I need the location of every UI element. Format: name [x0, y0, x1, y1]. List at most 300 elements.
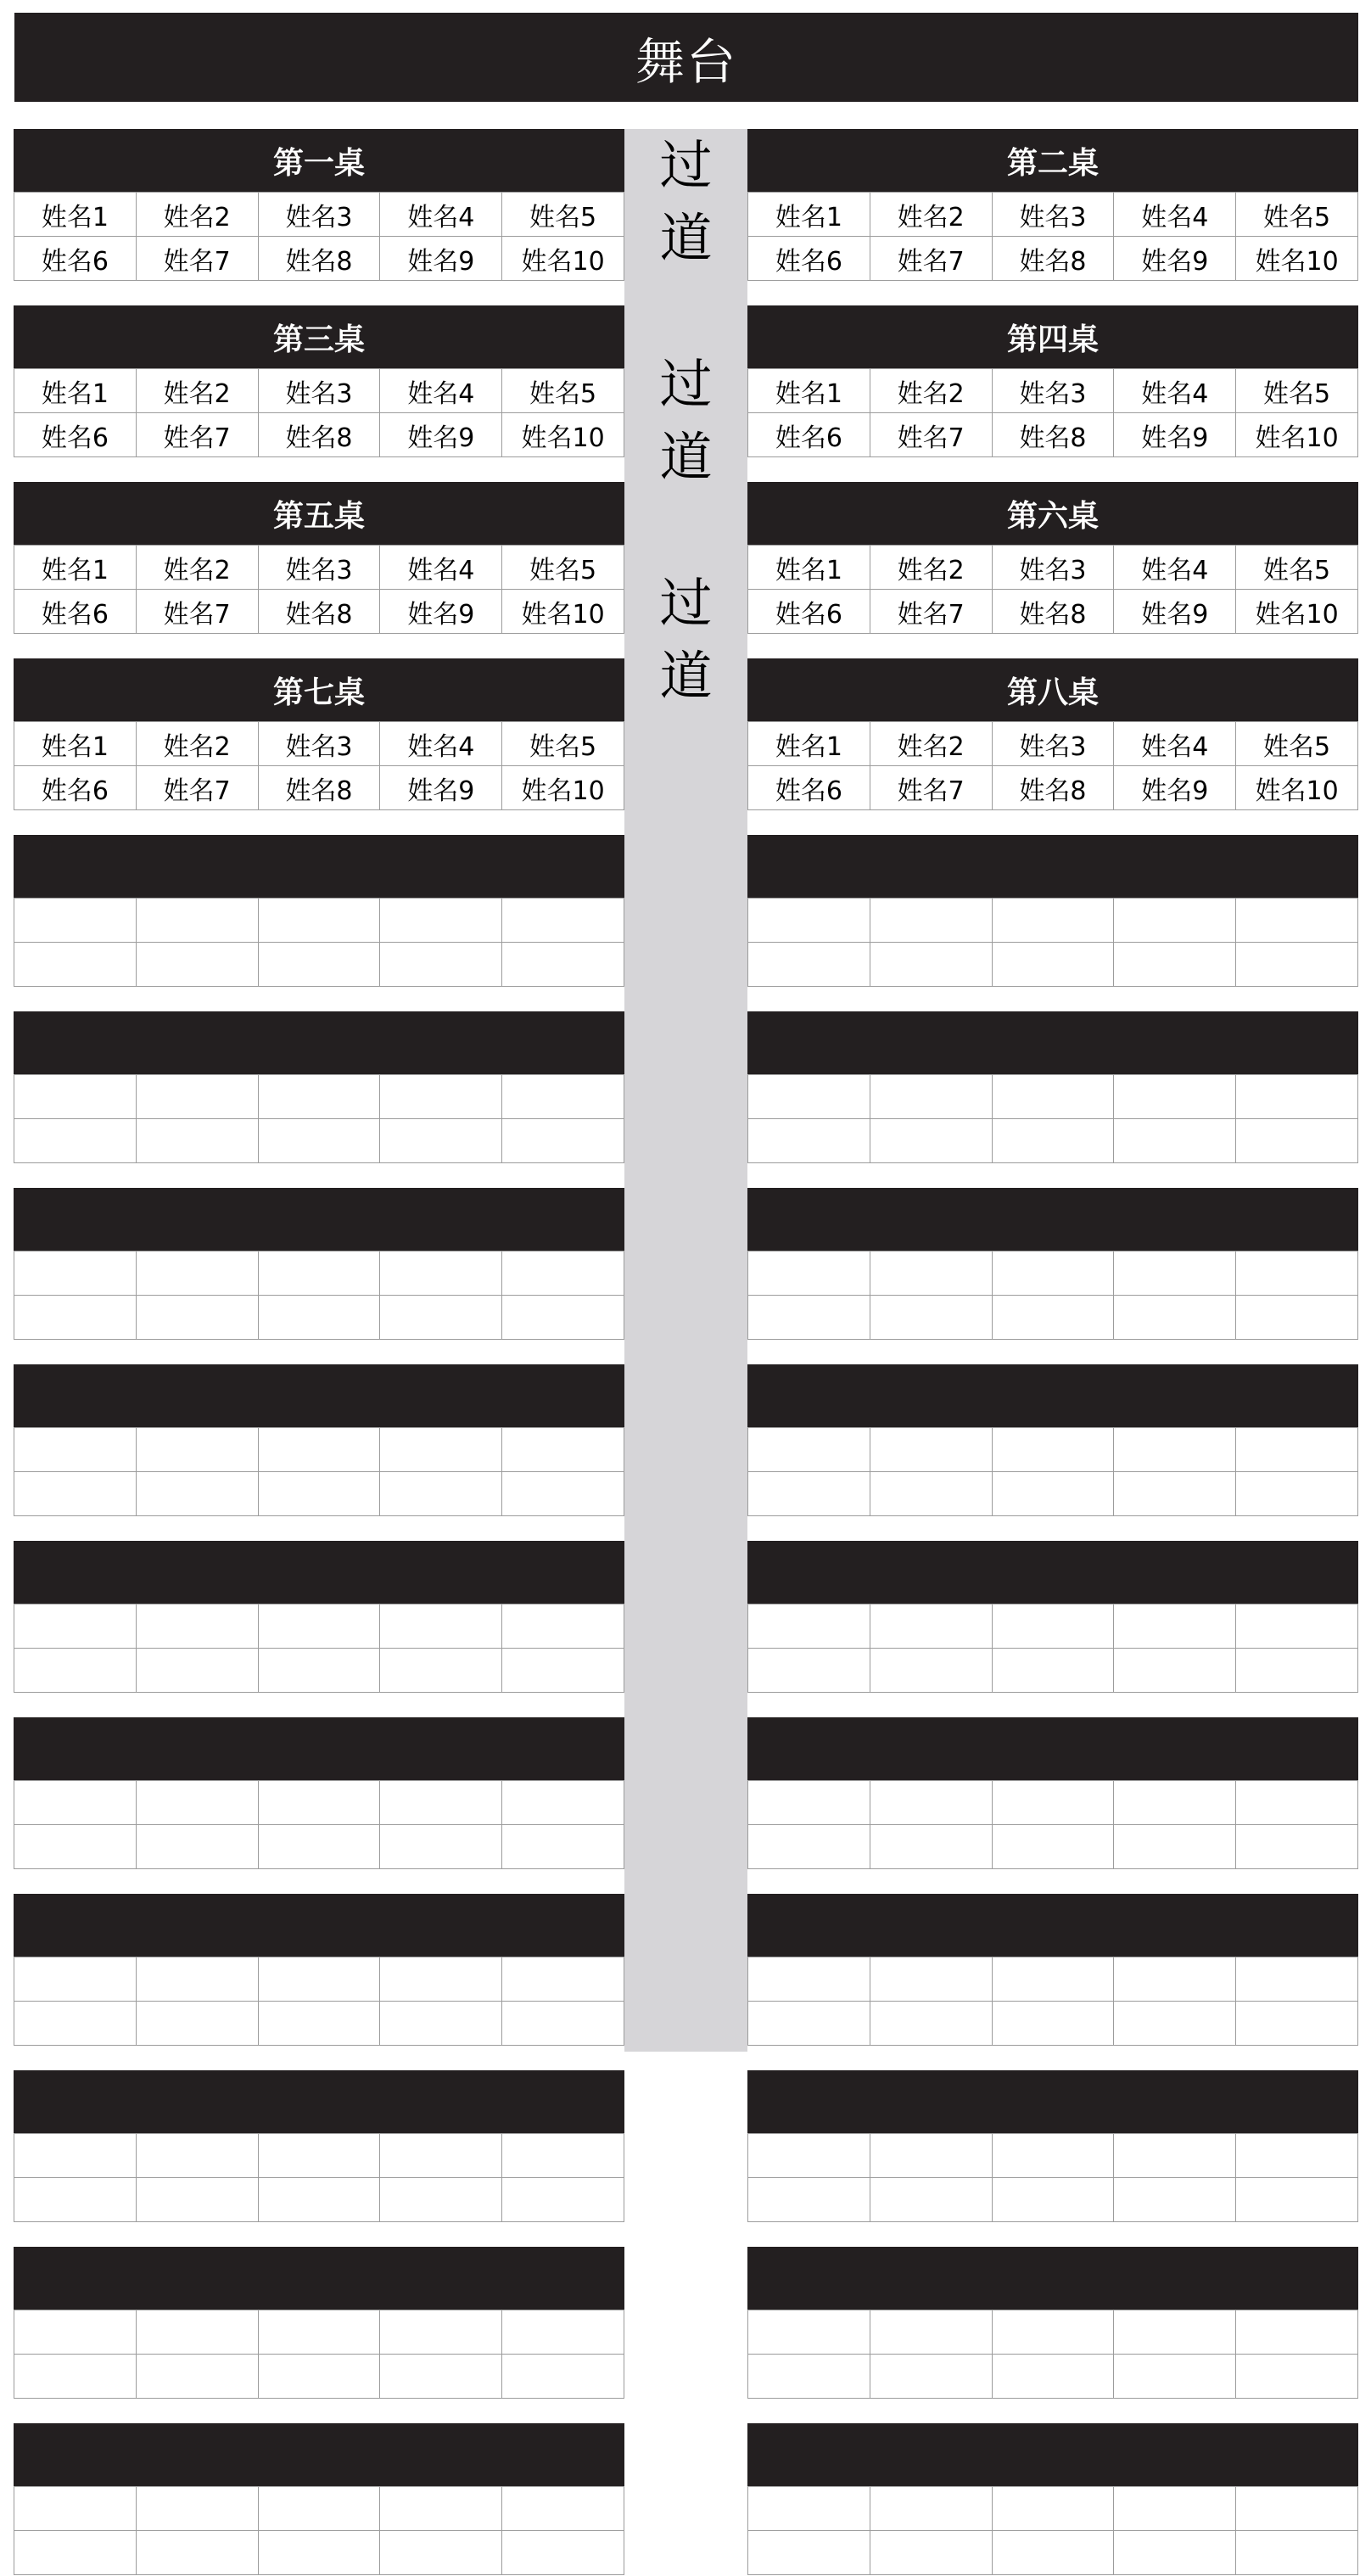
- seat-grid: [14, 368, 624, 457]
- seat-cell[interactable]: [870, 899, 993, 943]
- seat-cell[interactable]: 姓名6: [14, 590, 137, 634]
- seat-cell[interactable]: [259, 1252, 381, 1296]
- seat-cell[interactable]: [1114, 2531, 1236, 2575]
- seat-cell[interactable]: 姓名10: [502, 237, 624, 281]
- seat-cell[interactable]: [1114, 2178, 1236, 2222]
- seat-cell[interactable]: 姓名3: [993, 722, 1115, 766]
- seat-cell[interactable]: 姓名9: [1114, 590, 1236, 634]
- seat-cell[interactable]: [137, 1252, 259, 1296]
- seat-cell[interactable]: [993, 1781, 1115, 1825]
- seat-cell[interactable]: [502, 1472, 624, 1516]
- seat-cell[interactable]: [14, 1296, 137, 1340]
- seat-cell[interactable]: [137, 2134, 259, 2178]
- seat-cell[interactable]: [137, 899, 259, 943]
- seat-cell[interactable]: [748, 2310, 870, 2355]
- seat-cell[interactable]: 姓名10: [1236, 237, 1358, 281]
- table-block: [747, 658, 1358, 811]
- seat-cell[interactable]: [502, 1604, 624, 1649]
- seat-cell[interactable]: [259, 943, 381, 987]
- seat-cell[interactable]: [993, 1825, 1115, 1869]
- seat-cell[interactable]: [502, 1428, 624, 1472]
- seat-cell[interactable]: [870, 1252, 993, 1296]
- seat-grid: [747, 721, 1358, 810]
- seat-cell[interactable]: [380, 2310, 502, 2355]
- seat-cell[interactable]: 姓名2: [137, 193, 259, 237]
- seat-cell[interactable]: [870, 2002, 993, 2046]
- seat-cell[interactable]: 姓名8: [259, 413, 381, 457]
- seat-cell[interactable]: 姓名4: [1114, 193, 1236, 237]
- seat-cell[interactable]: [1114, 2002, 1236, 2046]
- seat-cell[interactable]: [748, 1119, 870, 1163]
- seat-cell[interactable]: 姓名1: [14, 722, 137, 766]
- seat-cell[interactable]: 姓名10: [502, 766, 624, 810]
- seat-cell[interactable]: [1114, 2310, 1236, 2355]
- seat-cell[interactable]: [380, 1957, 502, 2002]
- seat-cell[interactable]: [137, 2310, 259, 2355]
- seat-cell[interactable]: [748, 2487, 870, 2531]
- seat-cell[interactable]: [502, 1825, 624, 1869]
- seat-cell[interactable]: [380, 2178, 502, 2222]
- seat-cell[interactable]: 姓名5: [1236, 722, 1358, 766]
- seat-cell[interactable]: [259, 2002, 381, 2046]
- seat-cell[interactable]: 姓名2: [137, 369, 259, 413]
- seat-cell[interactable]: [502, 943, 624, 987]
- seat-cell[interactable]: [870, 1604, 993, 1649]
- seat-cell[interactable]: [380, 1296, 502, 1340]
- seat-cell[interactable]: [993, 1957, 1115, 2002]
- seat-cell[interactable]: 姓名7: [137, 413, 259, 457]
- seat-cell[interactable]: 姓名1: [748, 546, 870, 590]
- table-block: [747, 1541, 1358, 1694]
- seat-grid: [14, 721, 624, 810]
- seat-cell[interactable]: [993, 2134, 1115, 2178]
- seat-cell[interactable]: 姓名2: [137, 722, 259, 766]
- seat-cell[interactable]: 姓名1: [748, 722, 870, 766]
- seat-cell[interactable]: [748, 1649, 870, 1693]
- seat-cell[interactable]: [748, 2178, 870, 2222]
- seat-cell[interactable]: [1114, 1781, 1236, 1825]
- seat-cell[interactable]: 姓名7: [870, 237, 993, 281]
- seat-cell[interactable]: [137, 1781, 259, 1825]
- seat-cell[interactable]: 姓名5: [1236, 193, 1358, 237]
- seat-cell[interactable]: [993, 2002, 1115, 2046]
- seat-cell[interactable]: [748, 1825, 870, 1869]
- seat-cell[interactable]: 姓名3: [993, 193, 1115, 237]
- seat-cell[interactable]: [14, 899, 137, 943]
- seat-cell[interactable]: 姓名6: [748, 413, 870, 457]
- seat-cell[interactable]: [380, 1825, 502, 1869]
- seat-cell[interactable]: [748, 1472, 870, 1516]
- seat-cell[interactable]: 姓名4: [1114, 369, 1236, 413]
- seat-cell[interactable]: [259, 1604, 381, 1649]
- seat-cell[interactable]: [259, 2531, 381, 2575]
- seat-cell[interactable]: [380, 899, 502, 943]
- seat-cell[interactable]: [1236, 1649, 1358, 1693]
- seat-cell[interactable]: [1114, 1075, 1236, 1119]
- seat-cell[interactable]: [137, 1604, 259, 1649]
- seat-cell[interactable]: [137, 1428, 259, 1472]
- seat-cell[interactable]: 姓名2: [870, 369, 993, 413]
- seat-cell[interactable]: [1114, 1957, 1236, 2002]
- seat-cell[interactable]: [502, 1296, 624, 1340]
- seat-cell[interactable]: 姓名6: [14, 237, 137, 281]
- seat-cell[interactable]: [137, 2531, 259, 2575]
- seat-cell[interactable]: [1236, 1825, 1358, 1869]
- seat-cell[interactable]: [14, 1781, 137, 1825]
- seat-cell[interactable]: [137, 1119, 259, 1163]
- seat-cell[interactable]: [137, 2178, 259, 2222]
- seat-cell[interactable]: [870, 1428, 993, 1472]
- seat-cell[interactable]: [993, 1296, 1115, 1340]
- seat-cell[interactable]: [870, 2487, 993, 2531]
- seat-cell[interactable]: [502, 1649, 624, 1693]
- seat-cell[interactable]: 姓名7: [137, 766, 259, 810]
- seat-cell[interactable]: 姓名3: [993, 369, 1115, 413]
- seat-cell[interactable]: [993, 2355, 1115, 2399]
- seat-cell[interactable]: [14, 2002, 137, 2046]
- seat-cell[interactable]: 姓名4: [380, 369, 502, 413]
- seat-cell[interactable]: [380, 1781, 502, 1825]
- aisle-label-2: [624, 348, 747, 494]
- seat-cell[interactable]: 姓名9: [380, 766, 502, 810]
- seat-cell[interactable]: [993, 1075, 1115, 1119]
- seat-cell[interactable]: [870, 1472, 993, 1516]
- seat-cell[interactable]: [748, 1781, 870, 1825]
- seat-cell[interactable]: 姓名10: [1236, 766, 1358, 810]
- seat-cell[interactable]: 姓名9: [380, 590, 502, 634]
- seat-cell[interactable]: [1236, 2531, 1358, 2575]
- seat-cell[interactable]: [380, 1252, 502, 1296]
- seat-cell[interactable]: [380, 1604, 502, 1649]
- seat-cell[interactable]: 姓名8: [993, 766, 1115, 810]
- seat-cell[interactable]: [502, 2355, 624, 2399]
- seat-cell[interactable]: 姓名5: [502, 369, 624, 413]
- seat-cell[interactable]: [380, 2002, 502, 2046]
- seat-cell[interactable]: [1114, 1604, 1236, 1649]
- table-title: 第七桌: [14, 658, 624, 721]
- seat-cell[interactable]: 姓名5: [502, 546, 624, 590]
- seat-cell[interactable]: [993, 899, 1115, 943]
- seat-cell[interactable]: 姓名4: [1114, 722, 1236, 766]
- seat-cell[interactable]: 姓名3: [259, 193, 381, 237]
- seat-cell[interactable]: [259, 2178, 381, 2222]
- seat-cell[interactable]: [14, 1957, 137, 2002]
- seat-cell[interactable]: 姓名10: [502, 413, 624, 457]
- seat-cell[interactable]: [1114, 1428, 1236, 1472]
- seat-cell[interactable]: 姓名10: [1236, 413, 1358, 457]
- seat-cell[interactable]: [993, 1252, 1115, 1296]
- seat-cell[interactable]: [748, 1075, 870, 1119]
- seat-cell[interactable]: 姓名3: [259, 369, 381, 413]
- seat-cell[interactable]: [1236, 2355, 1358, 2399]
- seat-cell[interactable]: 姓名7: [137, 590, 259, 634]
- seat-cell[interactable]: [1236, 2002, 1358, 2046]
- seat-cell[interactable]: [1114, 943, 1236, 987]
- seat-cell[interactable]: [137, 1296, 259, 1340]
- seat-cell[interactable]: [1114, 1825, 1236, 1869]
- seat-cell[interactable]: 姓名4: [380, 193, 502, 237]
- seat-cell[interactable]: [870, 943, 993, 987]
- seat-cell[interactable]: 姓名4: [380, 722, 502, 766]
- seat-cell[interactable]: 姓名3: [993, 546, 1115, 590]
- seat-cell[interactable]: [502, 1075, 624, 1119]
- seat-cell[interactable]: [14, 1825, 137, 1869]
- seat-cell[interactable]: [502, 1119, 624, 1163]
- seat-cell[interactable]: [993, 1119, 1115, 1163]
- seat-cell[interactable]: [1236, 1428, 1358, 1472]
- seat-cell[interactable]: [1236, 899, 1358, 943]
- seat-cell[interactable]: [259, 899, 381, 943]
- seat-cell[interactable]: [14, 2178, 137, 2222]
- seat-cell[interactable]: [993, 1649, 1115, 1693]
- seat-cell[interactable]: [380, 2134, 502, 2178]
- seat-cell[interactable]: [870, 2531, 993, 2575]
- table-block: [14, 658, 624, 811]
- seat-cell[interactable]: [870, 2310, 993, 2355]
- seat-cell[interactable]: [870, 1825, 993, 1869]
- seat-cell[interactable]: [870, 2178, 993, 2222]
- seat-cell[interactable]: [502, 1781, 624, 1825]
- seat-cell[interactable]: [259, 2355, 381, 2399]
- seat-cell[interactable]: [259, 1119, 381, 1163]
- seat-cell[interactable]: 姓名6: [14, 766, 137, 810]
- seat-cell[interactable]: 姓名7: [137, 237, 259, 281]
- seat-cell[interactable]: [1114, 2355, 1236, 2399]
- seat-cell[interactable]: 姓名8: [993, 413, 1115, 457]
- seat-cell[interactable]: [502, 2531, 624, 2575]
- seat-cell[interactable]: 姓名2: [870, 546, 993, 590]
- seat-cell[interactable]: [870, 2355, 993, 2399]
- seat-cell[interactable]: [993, 2487, 1115, 2531]
- seat-cell[interactable]: 姓名10: [1236, 590, 1358, 634]
- seat-cell[interactable]: [748, 1296, 870, 1340]
- seat-cell[interactable]: [748, 1428, 870, 1472]
- seat-cell[interactable]: [137, 1472, 259, 1516]
- seat-cell[interactable]: [1236, 943, 1358, 987]
- seat-cell[interactable]: [1114, 2134, 1236, 2178]
- seat-cell[interactable]: 姓名1: [748, 193, 870, 237]
- seat-cell[interactable]: [993, 2178, 1115, 2222]
- seat-cell[interactable]: [137, 2355, 259, 2399]
- seat-cell[interactable]: 姓名4: [380, 546, 502, 590]
- seat-cell[interactable]: [502, 2310, 624, 2355]
- seat-cell[interactable]: [1236, 1119, 1358, 1163]
- seat-cell[interactable]: [380, 2487, 502, 2531]
- seat-cell[interactable]: [259, 2310, 381, 2355]
- seat-cell[interactable]: 姓名1: [14, 193, 137, 237]
- seat-cell[interactable]: 姓名5: [1236, 546, 1358, 590]
- seat-cell[interactable]: [1236, 2310, 1358, 2355]
- seat-cell[interactable]: [502, 2487, 624, 2531]
- seat-cell[interactable]: [1114, 1119, 1236, 1163]
- seat-cell[interactable]: [380, 943, 502, 987]
- seat-grid: [747, 545, 1358, 634]
- seat-cell[interactable]: 姓名4: [1114, 546, 1236, 590]
- seat-cell[interactable]: [748, 2531, 870, 2575]
- seat-cell[interactable]: 姓名6: [748, 237, 870, 281]
- seat-cell[interactable]: 姓名10: [502, 590, 624, 634]
- seat-cell[interactable]: [502, 899, 624, 943]
- seat-cell[interactable]: [993, 1428, 1115, 1472]
- seat-cell[interactable]: [259, 1472, 381, 1516]
- seat-cell[interactable]: 姓名7: [870, 413, 993, 457]
- seat-cell[interactable]: [1236, 2178, 1358, 2222]
- seat-cell[interactable]: 姓名9: [380, 413, 502, 457]
- seat-cell[interactable]: [1236, 1075, 1358, 1119]
- seat-cell[interactable]: 姓名6: [748, 590, 870, 634]
- seat-cell[interactable]: [380, 1428, 502, 1472]
- seat-cell[interactable]: [14, 1649, 137, 1693]
- seat-cell[interactable]: [137, 2002, 259, 2046]
- seat-cell[interactable]: [14, 2310, 137, 2355]
- seat-cell[interactable]: [993, 1604, 1115, 1649]
- seat-cell[interactable]: 姓名5: [502, 193, 624, 237]
- seat-cell[interactable]: 姓名3: [259, 546, 381, 590]
- seat-cell[interactable]: [502, 2178, 624, 2222]
- seat-cell[interactable]: [870, 1075, 993, 1119]
- seat-cell[interactable]: [137, 943, 259, 987]
- seat-cell[interactable]: 姓名8: [993, 237, 1115, 281]
- seat-cell[interactable]: 姓名8: [993, 590, 1115, 634]
- seat-cell[interactable]: [14, 2355, 137, 2399]
- seat-cell[interactable]: 姓名9: [380, 237, 502, 281]
- seat-cell[interactable]: [259, 2487, 381, 2531]
- seat-cell[interactable]: [14, 1472, 137, 1516]
- seat-cell[interactable]: [380, 1075, 502, 1119]
- seat-cell[interactable]: 姓名1: [14, 546, 137, 590]
- seat-cell[interactable]: [1236, 1781, 1358, 1825]
- seat-cell[interactable]: [259, 2134, 381, 2178]
- seat-cell[interactable]: [14, 1119, 137, 1163]
- seat-cell[interactable]: [748, 1252, 870, 1296]
- seat-cell[interactable]: [259, 1781, 381, 1825]
- table-block: [747, 1011, 1358, 1164]
- table-title: [747, 835, 1358, 898]
- seat-cell[interactable]: 姓名9: [1114, 237, 1236, 281]
- seat-cell[interactable]: [1236, 1604, 1358, 1649]
- seat-cell[interactable]: [14, 1604, 137, 1649]
- seat-cell[interactable]: 姓名8: [259, 237, 381, 281]
- seat-cell[interactable]: [993, 943, 1115, 987]
- seat-cell[interactable]: [259, 1649, 381, 1693]
- seat-grid: [14, 1251, 624, 1340]
- seat-cell[interactable]: [14, 943, 137, 987]
- seat-cell[interactable]: [993, 2310, 1115, 2355]
- table-block: [14, 305, 624, 458]
- seat-cell[interactable]: 姓名5: [502, 722, 624, 766]
- seat-grid: [747, 2133, 1358, 2222]
- seat-cell[interactable]: 姓名6: [14, 413, 137, 457]
- seat-cell[interactable]: 姓名9: [1114, 766, 1236, 810]
- seat-cell[interactable]: [14, 1252, 137, 1296]
- seat-cell[interactable]: [14, 2487, 137, 2531]
- seat-cell[interactable]: [259, 1825, 381, 1869]
- seat-cell[interactable]: [1236, 1252, 1358, 1296]
- seat-cell[interactable]: 姓名3: [259, 722, 381, 766]
- seat-cell[interactable]: [380, 1472, 502, 1516]
- aisle-label-3: [624, 567, 747, 713]
- seat-cell[interactable]: [1114, 1252, 1236, 1296]
- seat-cell[interactable]: [14, 2134, 137, 2178]
- table-title: [747, 1541, 1358, 1604]
- seat-cell[interactable]: 姓名8: [259, 766, 381, 810]
- seat-cell[interactable]: [993, 2531, 1115, 2575]
- seat-cell[interactable]: [502, 1957, 624, 2002]
- seat-cell[interactable]: [1236, 1296, 1358, 1340]
- seat-cell[interactable]: [870, 1957, 993, 2002]
- table-block: [747, 482, 1358, 635]
- seat-cell[interactable]: [1236, 1472, 1358, 1516]
- seat-cell[interactable]: [14, 1428, 137, 1472]
- seat-cell[interactable]: [748, 1957, 870, 2002]
- seat-grid: [747, 2486, 1358, 2575]
- seat-cell[interactable]: [1114, 1296, 1236, 1340]
- seat-cell[interactable]: [259, 1296, 381, 1340]
- seat-cell[interactable]: [748, 2355, 870, 2399]
- seat-cell[interactable]: 姓名2: [137, 546, 259, 590]
- seat-cell[interactable]: [137, 1075, 259, 1119]
- seat-cell[interactable]: [870, 1649, 993, 1693]
- seat-cell[interactable]: [1236, 2134, 1358, 2178]
- seat-cell[interactable]: 姓名7: [870, 766, 993, 810]
- seat-cell[interactable]: [748, 899, 870, 943]
- seat-cell[interactable]: [1236, 1957, 1358, 2002]
- seat-cell[interactable]: [870, 1119, 993, 1163]
- seat-cell[interactable]: [137, 1649, 259, 1693]
- seat-cell[interactable]: 姓名7: [870, 590, 993, 634]
- table-block: [747, 1894, 1358, 2047]
- seat-cell[interactable]: [748, 2134, 870, 2178]
- seat-cell[interactable]: [1114, 1472, 1236, 1516]
- seat-cell[interactable]: [993, 1472, 1115, 1516]
- seat-cell[interactable]: [259, 1428, 381, 1472]
- seat-cell[interactable]: [137, 1825, 259, 1869]
- seat-cell[interactable]: 姓名9: [1114, 413, 1236, 457]
- seat-cell[interactable]: [259, 1075, 381, 1119]
- seat-cell[interactable]: 姓名2: [870, 193, 993, 237]
- seat-cell[interactable]: [502, 1252, 624, 1296]
- seat-cell[interactable]: [1114, 899, 1236, 943]
- seat-cell[interactable]: [1114, 1649, 1236, 1693]
- seat-cell[interactable]: [380, 1649, 502, 1693]
- seat-cell[interactable]: 姓名1: [748, 369, 870, 413]
- table-title: 第一桌: [14, 129, 624, 192]
- seat-cell[interactable]: [870, 1296, 993, 1340]
- seat-cell[interactable]: [137, 1957, 259, 2002]
- seat-cell[interactable]: [259, 1957, 381, 2002]
- seat-cell[interactable]: 姓名2: [870, 722, 993, 766]
- seat-cell[interactable]: [14, 1075, 137, 1119]
- seat-cell[interactable]: 姓名6: [748, 766, 870, 810]
- seat-cell[interactable]: [380, 2531, 502, 2575]
- seat-cell[interactable]: [14, 2531, 137, 2575]
- seat-cell[interactable]: [870, 2134, 993, 2178]
- seat-cell[interactable]: [502, 2002, 624, 2046]
- seat-cell[interactable]: [748, 1604, 870, 1649]
- seat-cell[interactable]: [137, 2487, 259, 2531]
- seat-cell[interactable]: 姓名5: [1236, 369, 1358, 413]
- seat-cell[interactable]: [502, 2134, 624, 2178]
- seat-cell[interactable]: [380, 2355, 502, 2399]
- seat-cell[interactable]: [748, 943, 870, 987]
- seat-cell[interactable]: 姓名1: [14, 369, 137, 413]
- seat-cell[interactable]: [870, 1781, 993, 1825]
- seat-cell[interactable]: [1114, 2487, 1236, 2531]
- seat-cell[interactable]: [1236, 2487, 1358, 2531]
- seat-cell[interactable]: [748, 2002, 870, 2046]
- seat-cell[interactable]: 姓名8: [259, 590, 381, 634]
- seat-cell[interactable]: [380, 1119, 502, 1163]
